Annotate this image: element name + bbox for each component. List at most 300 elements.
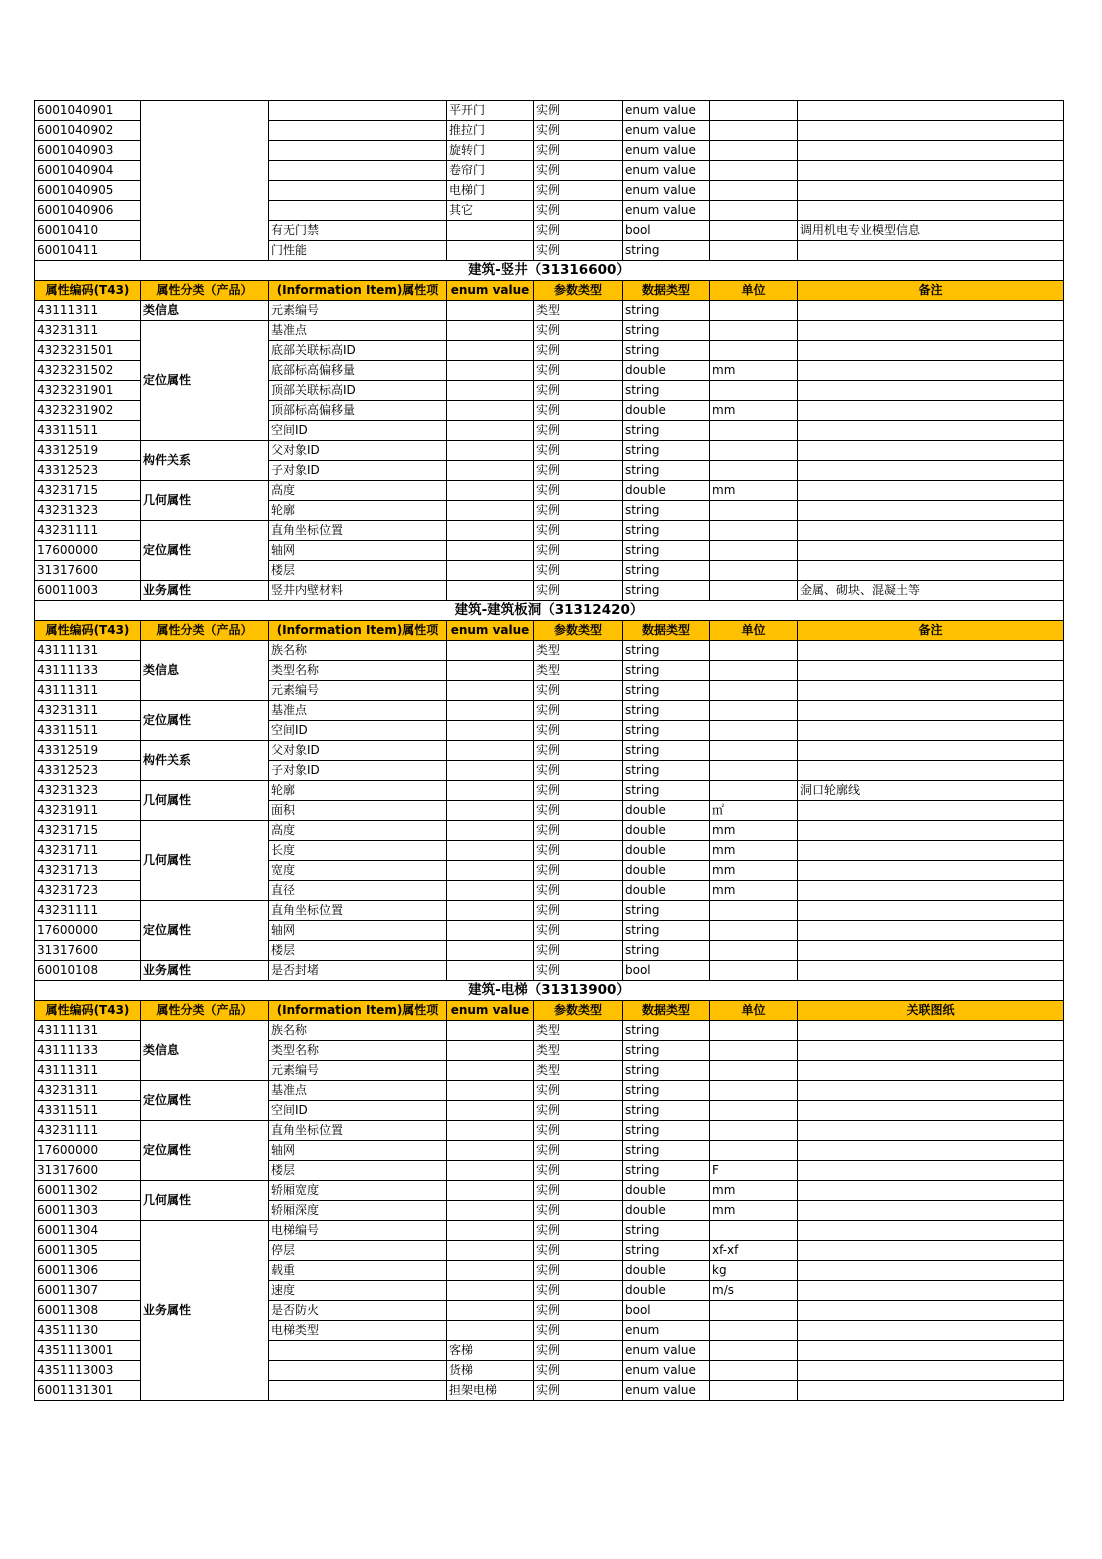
enum-cell: 其它 — [447, 201, 534, 221]
unit-cell — [710, 1381, 798, 1401]
item-cell: 电梯类型 — [269, 1321, 447, 1341]
code-cell: 43231311 — [35, 701, 141, 721]
code-cell: 60010411 — [35, 241, 141, 261]
unit-cell — [710, 941, 798, 961]
enum-cell: 电梯门 — [447, 181, 534, 201]
item-cell: 长度 — [269, 841, 447, 861]
item-cell: 基准点 — [269, 1081, 447, 1101]
note-cell — [798, 641, 1064, 661]
unit-cell — [710, 501, 798, 521]
item-cell: 直角坐标位置 — [269, 521, 447, 541]
enum-cell — [447, 1261, 534, 1281]
item-cell: 空间ID — [269, 1101, 447, 1121]
item-cell: 类型名称 — [269, 1041, 447, 1061]
unit-cell — [710, 901, 798, 921]
code-cell: 43111131 — [35, 1021, 141, 1041]
enum-cell — [447, 1021, 534, 1041]
enum-cell — [447, 1201, 534, 1221]
code-cell: 17600000 — [35, 541, 141, 561]
param-cell: 实例 — [534, 1181, 623, 1201]
code-cell: 6001040901 — [35, 101, 141, 121]
param-cell: 实例 — [534, 461, 623, 481]
param-cell: 实例 — [534, 761, 623, 781]
dtype-cell: string — [623, 1221, 710, 1241]
note-cell — [798, 201, 1064, 221]
code-cell: 6001040906 — [35, 201, 141, 221]
enum-cell — [447, 461, 534, 481]
header-dtype: 数据类型 — [623, 621, 710, 641]
unit-cell — [710, 1101, 798, 1121]
code-cell: 43231715 — [35, 481, 141, 501]
code-cell: 43231311 — [35, 1081, 141, 1101]
table-row — [35, 701, 1064, 721]
note-cell — [798, 421, 1064, 441]
header-enum: enum value — [447, 281, 534, 301]
code-cell: 43312523 — [35, 461, 141, 481]
note-cell — [798, 881, 1064, 901]
param-cell: 类型 — [534, 641, 623, 661]
header-category: 属性分类（产品） — [141, 1001, 269, 1021]
category-cell: 几何属性 — [141, 481, 269, 521]
item-cell: 轿厢深度 — [269, 1201, 447, 1221]
dtype-cell: string — [623, 1061, 710, 1081]
code-cell: 43231723 — [35, 881, 141, 901]
unit-cell: mm — [710, 841, 798, 861]
header-code: 属性编码(T43) — [35, 1001, 141, 1021]
item-cell: 停层 — [269, 1241, 447, 1261]
note-cell — [798, 1321, 1064, 1341]
note-cell — [798, 901, 1064, 921]
note-cell: 洞口轮廓线 — [798, 781, 1064, 801]
dtype-cell: enum value — [623, 1381, 710, 1401]
unit-cell — [710, 441, 798, 461]
unit-cell — [710, 961, 798, 981]
category-cell: 类信息 — [141, 641, 269, 701]
enum-cell — [447, 481, 534, 501]
dtype-cell: string — [623, 381, 710, 401]
item-cell: 顶部标高偏移量 — [269, 401, 447, 421]
item-cell: 楼层 — [269, 1161, 447, 1181]
unit-cell: F — [710, 1161, 798, 1181]
enum-cell — [447, 781, 534, 801]
section-title: 建筑-电梯（31313900） — [35, 981, 1064, 1001]
enum-cell — [447, 1161, 534, 1181]
param-cell: 实例 — [534, 881, 623, 901]
note-cell — [798, 1281, 1064, 1301]
unit-cell — [710, 561, 798, 581]
code-cell: 43231711 — [35, 841, 141, 861]
header-category: 属性分类（产品） — [141, 621, 269, 641]
dtype-cell: string — [623, 441, 710, 461]
param-cell: 实例 — [534, 161, 623, 181]
code-cell: 43111133 — [35, 661, 141, 681]
code-cell: 60011003 — [35, 581, 141, 601]
note-cell — [798, 121, 1064, 141]
dtype-cell: enum value — [623, 121, 710, 141]
param-cell: 实例 — [534, 1221, 623, 1241]
table-row — [35, 1021, 1064, 1041]
table-row — [35, 581, 1064, 601]
code-cell: 43311511 — [35, 421, 141, 441]
header-code: 属性编码(T43) — [35, 281, 141, 301]
note-cell — [798, 861, 1064, 881]
unit-cell — [710, 1301, 798, 1321]
enum-cell — [447, 1121, 534, 1141]
enum-cell — [447, 841, 534, 861]
unit-cell — [710, 241, 798, 261]
dtype-cell: string — [623, 341, 710, 361]
code-cell: 4351113003 — [35, 1361, 141, 1381]
dtype-cell: double — [623, 361, 710, 381]
note-cell — [798, 1021, 1064, 1041]
param-cell: 实例 — [534, 861, 623, 881]
item-cell: 直径 — [269, 881, 447, 901]
category-cell: 业务属性 — [141, 1221, 269, 1401]
param-cell: 实例 — [534, 181, 623, 201]
unit-cell: xf-xf — [710, 1241, 798, 1261]
table-row — [35, 641, 1064, 661]
param-cell: 类型 — [534, 301, 623, 321]
enum-cell — [447, 541, 534, 561]
item-cell: 类型名称 — [269, 661, 447, 681]
unit-cell — [710, 1081, 798, 1101]
enum-cell — [447, 381, 534, 401]
dtype-cell: double — [623, 801, 710, 821]
property-table — [34, 100, 1064, 1401]
unit-cell: mm — [710, 881, 798, 901]
dtype-cell: string — [623, 581, 710, 601]
unit-cell: m/s — [710, 1281, 798, 1301]
dtype-cell: double — [623, 1281, 710, 1301]
note-cell — [798, 1381, 1064, 1401]
dtype-cell: double — [623, 481, 710, 501]
enum-cell — [447, 441, 534, 461]
param-cell: 实例 — [534, 501, 623, 521]
table-row — [35, 441, 1064, 461]
dtype-cell: string — [623, 541, 710, 561]
note-cell — [798, 461, 1064, 481]
unit-cell — [710, 321, 798, 341]
note-cell — [798, 141, 1064, 161]
dtype-cell: double — [623, 1261, 710, 1281]
param-cell: 实例 — [534, 121, 623, 141]
enum-cell — [447, 901, 534, 921]
note-cell — [798, 541, 1064, 561]
code-cell: 43231111 — [35, 1121, 141, 1141]
enum-cell: 担架电梯 — [447, 1381, 534, 1401]
code-cell: 43231713 — [35, 861, 141, 881]
note-cell — [798, 561, 1064, 581]
note-cell — [798, 1341, 1064, 1361]
param-cell: 实例 — [534, 421, 623, 441]
param-cell: 实例 — [534, 741, 623, 761]
code-cell: 43111311 — [35, 1061, 141, 1081]
enum-cell — [447, 921, 534, 941]
dtype-cell: string — [623, 461, 710, 481]
dtype-cell: enum value — [623, 1361, 710, 1381]
unit-cell — [710, 741, 798, 761]
code-cell: 60011306 — [35, 1261, 141, 1281]
note-cell — [798, 1161, 1064, 1181]
param-cell: 实例 — [534, 1301, 623, 1321]
header-row — [35, 621, 1064, 641]
category-cell: 业务属性 — [141, 961, 269, 981]
code-cell: 31317600 — [35, 941, 141, 961]
unit-cell: mm — [710, 481, 798, 501]
header-item: (Information Item)属性项 — [269, 281, 447, 301]
header-unit: 单位 — [710, 1001, 798, 1021]
header-unit: 单位 — [710, 281, 798, 301]
item-cell: 轮廓 — [269, 781, 447, 801]
code-cell: 4323231501 — [35, 341, 141, 361]
item-cell: 竖井内壁材料 — [269, 581, 447, 601]
unit-cell — [710, 781, 798, 801]
code-cell: 43311511 — [35, 721, 141, 741]
item-cell: 轿厢宽度 — [269, 1181, 447, 1201]
note-cell — [798, 1221, 1064, 1241]
unit-cell — [710, 1141, 798, 1161]
enum-cell — [447, 1041, 534, 1061]
param-cell: 实例 — [534, 141, 623, 161]
enum-cell — [447, 881, 534, 901]
category-cell — [141, 101, 269, 261]
note-cell — [798, 1061, 1064, 1081]
param-cell: 实例 — [534, 701, 623, 721]
param-cell: 实例 — [534, 1321, 623, 1341]
item-cell — [269, 201, 447, 221]
param-cell: 类型 — [534, 661, 623, 681]
dtype-cell: string — [623, 321, 710, 341]
item-cell — [269, 101, 447, 121]
enum-cell — [447, 561, 534, 581]
enum-cell — [447, 1301, 534, 1321]
note-cell — [798, 1241, 1064, 1261]
code-cell: 43111133 — [35, 1041, 141, 1061]
unit-cell — [710, 421, 798, 441]
code-cell: 60011308 — [35, 1301, 141, 1321]
note-cell — [798, 1121, 1064, 1141]
dtype-cell: string — [623, 1161, 710, 1181]
note-cell — [798, 521, 1064, 541]
section-title-row — [35, 261, 1064, 281]
unit-cell — [710, 181, 798, 201]
note-cell — [798, 1181, 1064, 1201]
code-cell: 4323231902 — [35, 401, 141, 421]
code-cell: 60011305 — [35, 1241, 141, 1261]
dtype-cell: string — [623, 921, 710, 941]
enum-cell — [447, 1181, 534, 1201]
unit-cell — [710, 1041, 798, 1061]
param-cell: 实例 — [534, 721, 623, 741]
dtype-cell: string — [623, 741, 710, 761]
note-cell — [798, 181, 1064, 201]
param-cell: 实例 — [534, 381, 623, 401]
note-cell — [798, 801, 1064, 821]
note-cell — [798, 241, 1064, 261]
table-row — [35, 821, 1064, 841]
enum-cell — [447, 1061, 534, 1081]
unit-cell — [710, 121, 798, 141]
item-cell — [269, 161, 447, 181]
code-cell: 60011302 — [35, 1181, 141, 1201]
enum-cell — [447, 361, 534, 381]
item-cell: 轴网 — [269, 921, 447, 941]
unit-cell — [710, 1061, 798, 1081]
param-cell: 实例 — [534, 481, 623, 501]
param-cell: 实例 — [534, 901, 623, 921]
code-cell: 43231311 — [35, 321, 141, 341]
enum-cell — [447, 641, 534, 661]
note-cell — [798, 841, 1064, 861]
dtype-cell: double — [623, 841, 710, 861]
enum-cell: 推拉门 — [447, 121, 534, 141]
unit-cell: mm — [710, 401, 798, 421]
dtype-cell: string — [623, 641, 710, 661]
param-cell: 实例 — [534, 321, 623, 341]
dtype-cell: string — [623, 561, 710, 581]
header-param: 参数类型 — [534, 621, 623, 641]
note-cell — [798, 1041, 1064, 1061]
table-row — [35, 1181, 1064, 1201]
code-cell: 43311511 — [35, 1101, 141, 1121]
param-cell: 实例 — [534, 541, 623, 561]
item-cell: 顶部关联标高ID — [269, 381, 447, 401]
param-cell: 实例 — [534, 221, 623, 241]
enum-cell — [447, 1101, 534, 1121]
dtype-cell: string — [623, 1141, 710, 1161]
code-cell: 43231911 — [35, 801, 141, 821]
enum-cell — [447, 761, 534, 781]
note-cell: 调用机电专业模型信息 — [798, 221, 1064, 241]
table-row — [35, 961, 1064, 981]
category-cell: 构件关系 — [141, 741, 269, 781]
dtype-cell: string — [623, 1101, 710, 1121]
header-param: 参数类型 — [534, 1001, 623, 1021]
enum-cell — [447, 501, 534, 521]
unit-cell — [710, 541, 798, 561]
dtype-cell: string — [623, 1041, 710, 1061]
note-cell — [798, 721, 1064, 741]
category-cell: 业务属性 — [141, 581, 269, 601]
param-cell: 实例 — [534, 441, 623, 461]
enum-cell — [447, 941, 534, 961]
code-cell: 43312519 — [35, 441, 141, 461]
dtype-cell: string — [623, 721, 710, 741]
param-cell: 类型 — [534, 1021, 623, 1041]
code-cell: 43111131 — [35, 641, 141, 661]
note-cell — [798, 821, 1064, 841]
enum-cell: 卷帘门 — [447, 161, 534, 181]
item-cell: 轴网 — [269, 1141, 447, 1161]
code-cell: 43111311 — [35, 301, 141, 321]
enum-cell — [447, 1141, 534, 1161]
dtype-cell: double — [623, 881, 710, 901]
item-cell: 基准点 — [269, 321, 447, 341]
enum-cell — [447, 1081, 534, 1101]
table-row — [35, 101, 1064, 121]
enum-cell — [447, 221, 534, 241]
item-cell: 轴网 — [269, 541, 447, 561]
unit-cell — [710, 1121, 798, 1141]
dtype-cell: string — [623, 781, 710, 801]
item-cell: 宽度 — [269, 861, 447, 881]
unit-cell: mm — [710, 861, 798, 881]
item-cell: 底部关联标高ID — [269, 341, 447, 361]
enum-cell — [447, 721, 534, 741]
enum-cell — [447, 581, 534, 601]
item-cell — [269, 1381, 447, 1401]
code-cell: 43111311 — [35, 681, 141, 701]
note-cell — [798, 481, 1064, 501]
header-note: 备注 — [798, 621, 1064, 641]
code-cell: 43231323 — [35, 501, 141, 521]
code-cell: 43312519 — [35, 741, 141, 761]
item-cell: 是否封堵 — [269, 961, 447, 981]
item-cell: 父对象ID — [269, 441, 447, 461]
code-cell: 43231323 — [35, 781, 141, 801]
dtype-cell: string — [623, 241, 710, 261]
table-row — [35, 741, 1064, 761]
item-cell — [269, 1361, 447, 1381]
table-row — [35, 321, 1064, 341]
item-cell: 元素编号 — [269, 301, 447, 321]
enum-cell — [447, 321, 534, 341]
header-dtype: 数据类型 — [623, 281, 710, 301]
enum-cell — [447, 741, 534, 761]
item-cell — [269, 121, 447, 141]
unit-cell — [710, 521, 798, 541]
item-cell — [269, 181, 447, 201]
item-cell: 子对象ID — [269, 461, 447, 481]
unit-cell — [710, 761, 798, 781]
enum-cell: 货梯 — [447, 1361, 534, 1381]
item-cell: 族名称 — [269, 641, 447, 661]
unit-cell — [710, 581, 798, 601]
header-code: 属性编码(T43) — [35, 621, 141, 641]
note-cell — [798, 1201, 1064, 1221]
code-cell: 60010108 — [35, 961, 141, 981]
table-row — [35, 901, 1064, 921]
table-row — [35, 781, 1064, 801]
note-cell — [798, 321, 1064, 341]
unit-cell — [710, 701, 798, 721]
table-row — [35, 1121, 1064, 1141]
unit-cell — [710, 341, 798, 361]
note-cell — [798, 301, 1064, 321]
code-cell: 4351113001 — [35, 1341, 141, 1361]
dtype-cell: enum value — [623, 1341, 710, 1361]
item-cell: 底部标高偏移量 — [269, 361, 447, 381]
enum-cell — [447, 341, 534, 361]
param-cell: 实例 — [534, 201, 623, 221]
unit-cell — [710, 161, 798, 181]
header-category: 属性分类（产品） — [141, 281, 269, 301]
note-cell — [798, 1101, 1064, 1121]
dtype-cell: enum value — [623, 161, 710, 181]
enum-cell — [447, 961, 534, 981]
category-cell: 定位属性 — [141, 321, 269, 441]
param-cell: 实例 — [534, 101, 623, 121]
note-cell — [798, 761, 1064, 781]
code-cell: 6001131301 — [35, 1381, 141, 1401]
enum-cell — [447, 661, 534, 681]
dtype-cell: bool — [623, 1301, 710, 1321]
category-cell: 类信息 — [141, 1021, 269, 1081]
note-cell — [798, 1301, 1064, 1321]
header-drawing: 关联图纸 — [798, 1001, 1064, 1021]
code-cell: 60011304 — [35, 1221, 141, 1241]
enum-cell — [447, 801, 534, 821]
